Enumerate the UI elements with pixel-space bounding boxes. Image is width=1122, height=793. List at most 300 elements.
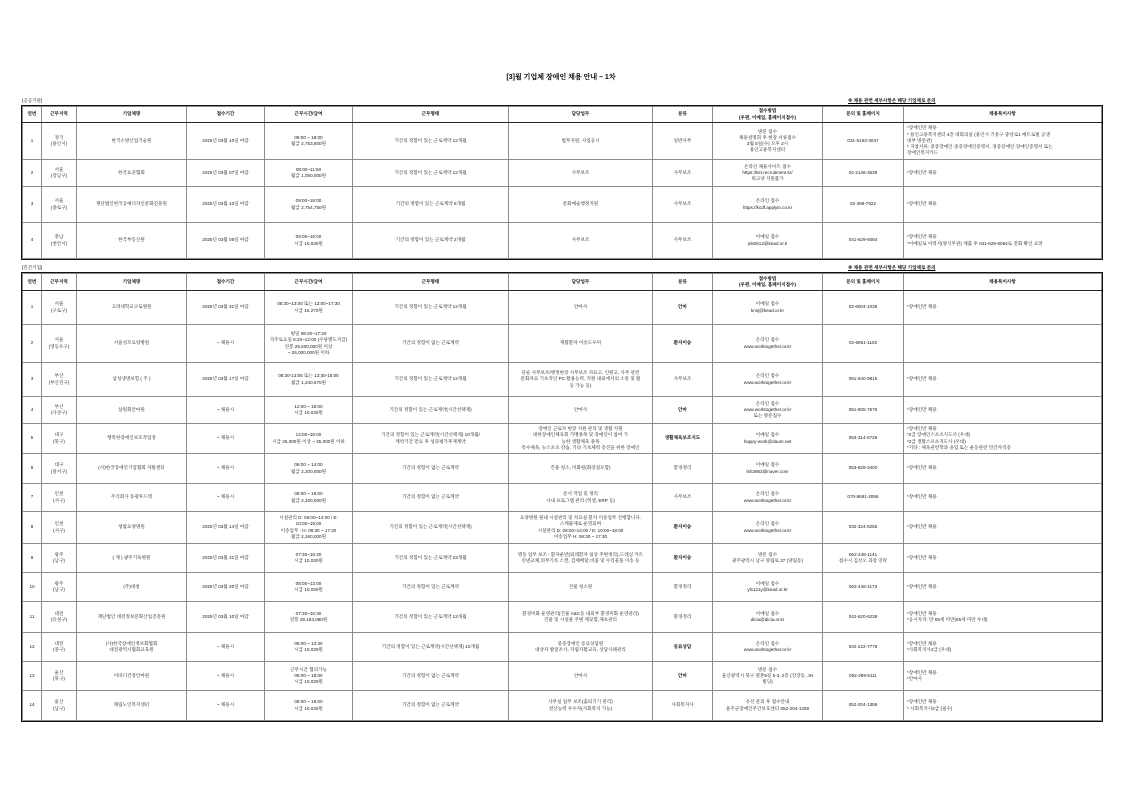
duties-line: 시설관리 D: 06:00~14:00 / E: 10:00~18:00	[537, 527, 624, 533]
period-content	[187, 691, 264, 720]
column-header-line: 기업체명	[122, 111, 141, 117]
region-content	[42, 633, 76, 661]
table-row	[23, 544, 1102, 573]
type-content	[353, 602, 508, 632]
notes-line: *장애인만 채용	[907, 201, 937, 207]
category-content	[653, 223, 712, 258]
category-content	[653, 160, 712, 186]
column-header-text	[653, 107, 712, 122]
period-content	[187, 291, 264, 324]
contact-content	[823, 223, 903, 258]
cell-type	[353, 573, 509, 602]
notes-line: *장애인만 채용	[907, 699, 937, 705]
table-body	[23, 123, 1102, 259]
contact-line: 042-222-7778	[848, 643, 878, 649]
apply-line: lsh3953@naver.com	[746, 468, 789, 474]
apply-content	[713, 484, 822, 511]
column-header-type	[353, 274, 509, 291]
no-line: 4	[30, 237, 34, 243]
category-content	[653, 633, 712, 661]
region-line: 서울	[54, 166, 64, 172]
column-header-line: 접수방법	[758, 275, 777, 281]
column-header-line: 접수방법	[758, 108, 777, 114]
apply-content	[713, 223, 822, 258]
hours-line: 09:00 ~ 18:00	[294, 672, 323, 678]
type-line: 기간의 정함이 없는 근로계약	[401, 340, 460, 346]
region-content	[42, 691, 76, 720]
cell-category	[653, 484, 713, 512]
hours-line: 평일 08:20~17:20	[290, 331, 327, 337]
cell-type	[353, 544, 509, 573]
apply-line: 이메일 접수	[755, 234, 780, 240]
duties-content	[509, 363, 652, 396]
hours-content	[265, 633, 352, 661]
hours-content	[265, 691, 352, 720]
apply-line: 온라인 접수	[755, 521, 780, 527]
column-header-text	[77, 107, 186, 122]
category-line: 환경정리	[673, 613, 692, 619]
duties-line: 재활환자 이송도우미	[559, 340, 602, 346]
notes-content	[904, 291, 1101, 324]
category-line: 사무보조	[673, 169, 692, 175]
cell-no	[23, 160, 42, 187]
period-content	[187, 187, 264, 222]
category-content	[653, 544, 712, 572]
cell-notes	[904, 662, 1102, 691]
cell-period	[187, 424, 265, 454]
column-header-text	[353, 274, 508, 290]
hours-line: 연봉 29,163,080원	[289, 617, 328, 622]
period-content	[187, 573, 264, 601]
duties-content	[509, 691, 652, 720]
section-label-private: [민간기업]	[22, 265, 43, 270]
cell-notes	[904, 363, 1102, 397]
no-line: 1	[30, 137, 34, 143]
cell-company	[77, 573, 187, 602]
notes-line: * 지참서류: 중증장애인·중증장애인증명서, 경증장애인·장애인증명서 또는	[907, 144, 1053, 150]
duties-line: 사무실 업무 보조(출퇴기기 관리)	[548, 699, 613, 705]
notes-line: *2급 생활스포츠지도사 (우대)	[907, 438, 966, 444]
cell-no	[23, 691, 42, 721]
cell-apply	[713, 602, 823, 633]
region-line: (사상구)	[50, 410, 68, 415]
contact-line: 02-398-7922	[849, 201, 877, 207]
cell-company	[77, 223, 187, 259]
column-header-line: 접수기간	[216, 111, 235, 117]
category-line: 환자이송	[673, 340, 692, 346]
apply-content	[713, 424, 822, 453]
company-content	[77, 633, 186, 661]
cell-no	[23, 223, 42, 259]
region-line: (남구)	[53, 705, 65, 711]
cell-notes	[904, 633, 1102, 662]
apply-content	[713, 512, 822, 543]
company-content	[77, 223, 186, 258]
period-line: 2025년 03월 10일 마감	[202, 137, 249, 143]
duties-content	[509, 160, 652, 186]
duties-line: 전산능력 우수자(사회복지 가능)	[548, 705, 613, 711]
region-line: (천안시)	[50, 240, 68, 246]
cell-region	[42, 187, 77, 223]
company-content	[77, 573, 186, 601]
contact-line: 052-289-5111	[849, 672, 877, 678]
region-line: (북구)	[53, 438, 65, 444]
notes-content	[904, 691, 1101, 720]
cell-notes	[904, 325, 1102, 363]
region-line: (용인시)	[50, 141, 68, 146]
type-content	[353, 691, 508, 720]
type-line: 기간의 정함이 있는 근로계약 12개월	[394, 613, 467, 619]
cell-region	[42, 633, 77, 662]
company-line: 삼원회안마원	[118, 406, 145, 412]
cell-category	[653, 123, 713, 160]
no-content	[23, 187, 41, 222]
cell-no	[23, 123, 42, 160]
company-line: 대전광역시협회교육원	[109, 647, 154, 652]
type-content	[353, 123, 508, 159]
type-line: 기간의 정함이 있는 근로계약	[401, 583, 460, 589]
cell-apply	[713, 544, 823, 573]
type-content	[353, 160, 508, 186]
cell-notes	[904, 602, 1102, 633]
category-line: 사무보조	[673, 376, 692, 382]
cell-hours	[265, 662, 353, 691]
region-content	[42, 424, 76, 453]
hours-line: 시급 10,030원	[294, 705, 323, 711]
period-content	[187, 484, 264, 511]
duties-line: 중증장애인 동료상담원	[557, 640, 604, 646]
no-line: 4	[30, 406, 34, 412]
column-header-text	[509, 274, 652, 290]
cell-period	[187, 123, 265, 160]
period-content	[187, 512, 264, 543]
apply-line: 유선 문의 후 접수안내	[745, 699, 790, 705]
column-header-text	[653, 274, 712, 290]
region-line: 광주	[54, 551, 64, 557]
no-content	[23, 633, 41, 661]
company-line: 한국소방산업기술원	[111, 137, 152, 143]
region-line: (남구)	[53, 587, 65, 592]
cell-hours	[265, 602, 353, 633]
cell-region	[42, 160, 77, 187]
cell-category	[653, 325, 713, 363]
cell-contact	[823, 363, 904, 397]
type-content	[353, 363, 508, 396]
notes-content	[904, 454, 1101, 483]
cell-region	[42, 602, 77, 633]
no-line: 8	[30, 524, 34, 530]
cell-type	[353, 512, 509, 544]
cell-region	[42, 662, 77, 691]
cell-company	[77, 325, 187, 363]
no-content	[23, 325, 41, 362]
cell-type	[353, 602, 509, 633]
cell-apply	[713, 573, 823, 602]
cell-no	[23, 633, 42, 662]
company-line: 서울성모요양병원	[113, 340, 150, 346]
no-content	[23, 223, 41, 258]
apply-content	[713, 363, 822, 396]
hours-line: 06:00 ~ 14:00	[294, 462, 323, 468]
apply-content	[713, 397, 822, 423]
region-line: (유성구)	[50, 617, 68, 622]
notes-content	[904, 397, 1101, 423]
hours-content	[265, 454, 352, 483]
region-line: 광주	[54, 580, 64, 586]
category-line: 사무보조	[673, 237, 692, 243]
hours-content	[265, 573, 352, 601]
cell-contact	[823, 325, 904, 363]
cell-type	[353, 484, 509, 512]
no-line: 9	[30, 554, 34, 560]
contact-content	[823, 187, 903, 222]
duties-line: 건물 청소, 미화원(화장실포함)	[550, 465, 611, 471]
duties-line: 문화자료 기초적인 PC 활용능력, 직원 내외에서의 소통 및 활	[520, 376, 641, 382]
table-row	[23, 573, 1102, 602]
column-header-apply	[713, 107, 823, 123]
cell-category	[653, 397, 713, 424]
region-content	[42, 454, 76, 483]
category-line: 안마	[678, 672, 687, 678]
region-line: 대전	[54, 640, 64, 646]
no-line: 13	[29, 672, 35, 678]
hours-content	[265, 123, 352, 159]
region-line: (북구)	[53, 676, 65, 681]
duties-line: 건물 및 시설물 주변 깨끗함,제초관리	[544, 617, 617, 622]
notes-content	[904, 573, 1101, 601]
cell-apply	[713, 633, 823, 662]
cell-company	[77, 291, 187, 325]
notes-line: *안마사	[907, 676, 923, 681]
contact-line: 032-324-8255	[848, 524, 878, 530]
no-content	[23, 397, 41, 423]
cell-contact	[823, 662, 904, 691]
duties-content	[509, 325, 652, 362]
apply-content	[713, 454, 822, 483]
cell-period	[187, 291, 265, 325]
table-header	[23, 274, 1102, 291]
cell-duties	[509, 363, 653, 397]
no-line: 7	[30, 494, 34, 500]
company-line: 주식회사 동광루드텍	[110, 494, 153, 500]
type-line: 기간의 정함이 있는 근로계약(시간선택제) 10개월/	[381, 432, 480, 438]
column-header-no	[23, 274, 42, 291]
notes-line: *장애인만 채용	[907, 465, 937, 471]
cell-type	[353, 363, 509, 397]
cell-apply	[713, 662, 823, 691]
company-line: (사)한국장애인정보화협회	[105, 640, 158, 646]
cell-hours	[265, 691, 353, 721]
cell-duties	[509, 662, 653, 691]
apply-content	[713, 325, 822, 362]
column-header-text	[713, 274, 822, 290]
region-line: 충남	[54, 234, 64, 240]
apply-line: dicia@dicia.or.kr	[750, 617, 785, 622]
period-content	[187, 544, 264, 572]
column-header-text	[823, 107, 903, 122]
cell-period	[187, 662, 265, 691]
cell-contact	[823, 424, 904, 454]
column-header-contact	[823, 274, 904, 291]
duties-line: 린넨교체,의무기록 스캔, 검체배달,비품 및 수리물품 이송 등	[521, 558, 640, 563]
cell-no	[23, 397, 42, 424]
duties-line: 문화예술행정지원	[562, 201, 599, 207]
cell-no	[23, 187, 42, 223]
cell-region	[42, 454, 77, 484]
hours-line: 09:00 ~ 13:30	[294, 640, 323, 646]
company-content	[77, 691, 186, 720]
category-line: 동료상담	[673, 643, 692, 649]
cell-duties	[509, 573, 653, 602]
cell-type	[353, 424, 509, 454]
column-header-text	[42, 274, 76, 290]
cell-apply	[713, 363, 823, 397]
region-line: 인천	[54, 491, 64, 497]
apply-line: https://ksr.recruitment.kr/	[742, 169, 793, 175]
region-line: 서울	[54, 198, 64, 204]
period-line: ~ 채용시	[216, 494, 235, 500]
hours-line: 14:00~16:00	[295, 432, 322, 438]
cell-hours	[265, 424, 353, 454]
hours-content	[265, 291, 352, 324]
cell-contact	[823, 573, 904, 602]
duties-line: 사내 프로그램 관리 (엑셀, ERP 등)	[546, 497, 615, 503]
cell-contact	[823, 512, 904, 544]
contact-line: 042-620-6239	[848, 613, 878, 619]
column-header-text	[23, 107, 41, 122]
duties-line: 스케줄제로 운영되며	[559, 521, 602, 527]
duties-line: 이송업무 H: 08:30 ~ 17:30	[553, 533, 608, 539]
period-content	[187, 160, 264, 186]
cell-duties	[509, 187, 653, 223]
hours-line: 09:00 ~ 18:00	[294, 134, 323, 140]
cell-period	[187, 602, 265, 633]
apply-line: 온라인 접수	[755, 373, 780, 379]
duties-content	[509, 424, 652, 453]
apply-content	[713, 123, 822, 159]
apply-line: 광주광역시 남구 양림로 37 (양림동)	[732, 558, 803, 563]
type-line: 기간의 정함이 없는 근로계약	[401, 494, 460, 500]
cell-region	[42, 573, 77, 602]
duties-line: 안마사	[573, 304, 588, 310]
hours-line: 08:00~12:00	[295, 580, 322, 586]
company-content	[77, 662, 186, 690]
cell-hours	[265, 544, 353, 573]
category-content	[653, 662, 712, 690]
type-content	[353, 573, 508, 601]
cell-notes	[904, 223, 1102, 259]
company-line: 한국표준협회	[118, 169, 145, 175]
apply-content	[713, 602, 822, 632]
notes-line: *장애인만 채용	[907, 640, 937, 646]
hours-content	[265, 424, 352, 453]
category-content	[653, 363, 712, 396]
duties-line: 장애인 근로자 현장 지원 관리 및 생활 지원	[538, 426, 623, 432]
cell-company	[77, 123, 187, 160]
cell-duties	[509, 291, 653, 325]
company-line: 이바디건강안마원	[113, 672, 150, 678]
column-header-company	[77, 274, 187, 291]
apply-line: 이메일 접수	[755, 580, 780, 586]
no-content	[23, 454, 41, 483]
region-line: (서구)	[53, 497, 65, 503]
cell-contact	[823, 691, 904, 721]
type-content	[353, 223, 508, 258]
category-line: 환경정리	[673, 583, 692, 589]
cell-period	[187, 325, 265, 363]
table-row	[23, 512, 1102, 544]
cell-hours	[265, 223, 353, 259]
apply-line: 온라인 접수	[755, 400, 780, 406]
cell-contact	[823, 454, 904, 484]
cell-type	[353, 325, 509, 363]
column-header-line: (우편, 이메일, 홈페이지접수)	[739, 282, 796, 287]
category-line: 안마	[678, 304, 687, 310]
table-row	[23, 633, 1102, 662]
hours-content	[265, 160, 352, 186]
region-line: 인천	[54, 521, 64, 527]
cell-duties	[509, 544, 653, 573]
duties-line: 동 가능 등)	[569, 382, 592, 388]
contact-content	[823, 160, 903, 186]
no-line: 10	[29, 583, 35, 589]
period-line: 2025년 03월 05일 마감	[202, 237, 249, 243]
category-line: 환자이송	[673, 554, 692, 560]
private-jobs-table	[22, 273, 1102, 721]
cell-category	[653, 512, 713, 544]
contact-content	[823, 291, 903, 324]
no-line: 6	[30, 465, 34, 471]
hours-content	[265, 512, 352, 543]
contact-line: 051-640-9815	[848, 376, 878, 382]
cell-company	[77, 512, 187, 544]
apply-content	[713, 662, 822, 690]
cell-period	[187, 544, 265, 573]
type-line: 기간의 정함이 있는 근로계약 12개월	[394, 169, 467, 175]
cell-apply	[713, 484, 823, 512]
type-content	[353, 187, 508, 222]
duties-line: 능한 생활체육 종목	[561, 438, 600, 444]
apply-line: 또는 방문접수	[753, 413, 782, 419]
apply-line: 온라인 채용사이트 접수	[744, 163, 791, 169]
cell-apply	[713, 160, 823, 187]
company-content	[77, 123, 186, 159]
company-content	[77, 397, 186, 423]
no-content	[23, 123, 41, 159]
type-content	[353, 544, 508, 572]
category-content	[653, 512, 712, 543]
cell-duties	[509, 454, 653, 484]
apply-line: happy-work@daum.net	[743, 438, 792, 444]
table-row	[23, 363, 1102, 397]
cell-contact	[823, 484, 904, 512]
company-line: (주)대청	[123, 583, 140, 589]
cell-category	[653, 454, 713, 484]
table-row	[23, 691, 1102, 721]
duties-content	[509, 454, 652, 483]
cell-hours	[265, 633, 353, 662]
period-content	[187, 662, 264, 690]
contact-content	[823, 123, 903, 159]
region-content	[42, 160, 76, 186]
apply-line: www.worktogether.or.kr	[743, 647, 792, 652]
cell-contact	[823, 187, 904, 223]
company-content	[77, 484, 186, 511]
period-line: ~ 채용시	[216, 643, 235, 649]
duties-content	[509, 291, 652, 324]
cell-hours	[265, 363, 353, 397]
type-content	[353, 633, 508, 661]
